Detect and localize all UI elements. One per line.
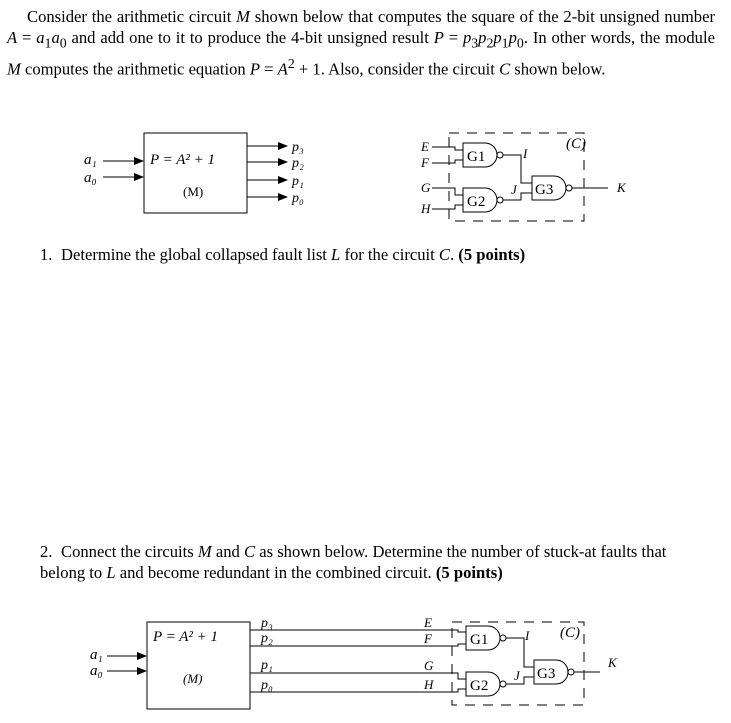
wire-j-label: J xyxy=(511,182,517,197)
fig2-box-label: (M) xyxy=(183,671,203,686)
fig2-gate-g2-label: G2 xyxy=(470,678,489,694)
circuit-c-input-f: F xyxy=(421,155,429,170)
fig2-wire-f-g1 xyxy=(455,644,466,646)
fig2-output-p0: p₀ xyxy=(261,678,273,693)
fig2-gate-g3-label: G3 xyxy=(537,666,556,682)
question-1: 1. Determine the global collapsed fault list L for the circuit C. (5 points) xyxy=(40,245,526,264)
fig1-box-label: (M) xyxy=(183,184,204,199)
gate-g1-bubble xyxy=(497,152,503,158)
circuit-c-wire-f xyxy=(432,160,463,163)
fig2-c-input-e: E xyxy=(424,615,432,630)
fig2-wire-i-label: I xyxy=(525,628,530,643)
circuit-c-wire-e xyxy=(432,147,463,150)
figure-1-circuit-c xyxy=(420,133,627,221)
fig2-output-p2: p₂ xyxy=(261,631,273,646)
figure-1-module-m xyxy=(84,133,304,213)
circuit-c-wire-h xyxy=(432,205,463,209)
fig2-input-a1: a₁ xyxy=(90,647,103,663)
fig2-c-input-g: G xyxy=(424,658,434,673)
circuit-c-input-g: G xyxy=(421,180,431,195)
fig2-c-input-f: F xyxy=(424,631,432,646)
fig2-box-equation: P = A² + 1 xyxy=(153,629,219,645)
fig2-output-k-label: K xyxy=(608,655,617,670)
fig1-output-p3: p₃ xyxy=(292,140,304,155)
fig2-input-a0: a₀ xyxy=(90,663,103,679)
fig2-wire-i xyxy=(506,638,534,667)
fig2-wire-h-g2 xyxy=(455,689,466,692)
fig1-input-a1: a₁ xyxy=(84,152,97,168)
output-k-label: K xyxy=(617,180,626,195)
fig1-box-equation: P = A² + 1 xyxy=(150,152,216,168)
fig2-wire-e-g1 xyxy=(455,630,466,632)
wire-i-label: I xyxy=(523,146,528,161)
fig2-gate-g1-bubble xyxy=(500,635,506,641)
fig1-output-p1: p₁ xyxy=(292,174,304,189)
fig2-c-input-h: H xyxy=(424,677,434,692)
fig1-output-p0: p₀ xyxy=(292,191,304,206)
gate-g3-label: G3 xyxy=(535,182,554,198)
fig2-output-p1: p₁ xyxy=(261,658,273,673)
fig2-gate-g2-bubble xyxy=(500,681,506,687)
circuit-c-label: (C) xyxy=(566,136,586,152)
fig1-input-a0: a₀ xyxy=(84,170,97,186)
fig2-gate-g3-bubble xyxy=(568,669,574,675)
intro-paragraph: Consider the arithmetic circuit M shown below that computes the square of the 2-bit unsigned number $A = a_1a_0$ and add one to it to produce the 4-bit unsigned result $P = p_3p_2p_1p_0$. In other words, the module M computes the arithmetic equation $P = A^2 + 1$. Also, consider the circuit C shown below. xyxy=(7,7,715,79)
circuit-c-input-h: H xyxy=(421,201,431,216)
wire-j xyxy=(503,193,532,200)
fig2-circuit-c-label: (C) xyxy=(560,625,580,641)
fig2-output-p3: p₃ xyxy=(261,616,273,631)
gate-g1-label: G1 xyxy=(467,149,486,165)
fig1-module-box xyxy=(144,133,247,213)
fig2-gate-g1-label: G1 xyxy=(470,632,489,648)
fig1-output-p2: p₂ xyxy=(292,156,304,171)
figure-2-combined xyxy=(90,615,618,709)
fig2-wire-j xyxy=(506,677,534,684)
circuit-c-wire-g xyxy=(432,188,463,195)
wire-i xyxy=(503,155,532,183)
gate-g3-bubble xyxy=(566,185,572,191)
circuit-c-input-e: E xyxy=(421,139,429,154)
fig2-wire-j-label: J xyxy=(514,668,520,683)
gate-g2-label: G2 xyxy=(467,194,486,210)
question-2: 2. Connect the circuits M and C as shown below. Determine the number of stuck-at faults that belong to L and become redundant in the combined circuit. (5 points) xyxy=(40,542,667,582)
gate-g2-bubble xyxy=(497,197,503,203)
fig2-wire-g-g2 xyxy=(455,673,466,679)
